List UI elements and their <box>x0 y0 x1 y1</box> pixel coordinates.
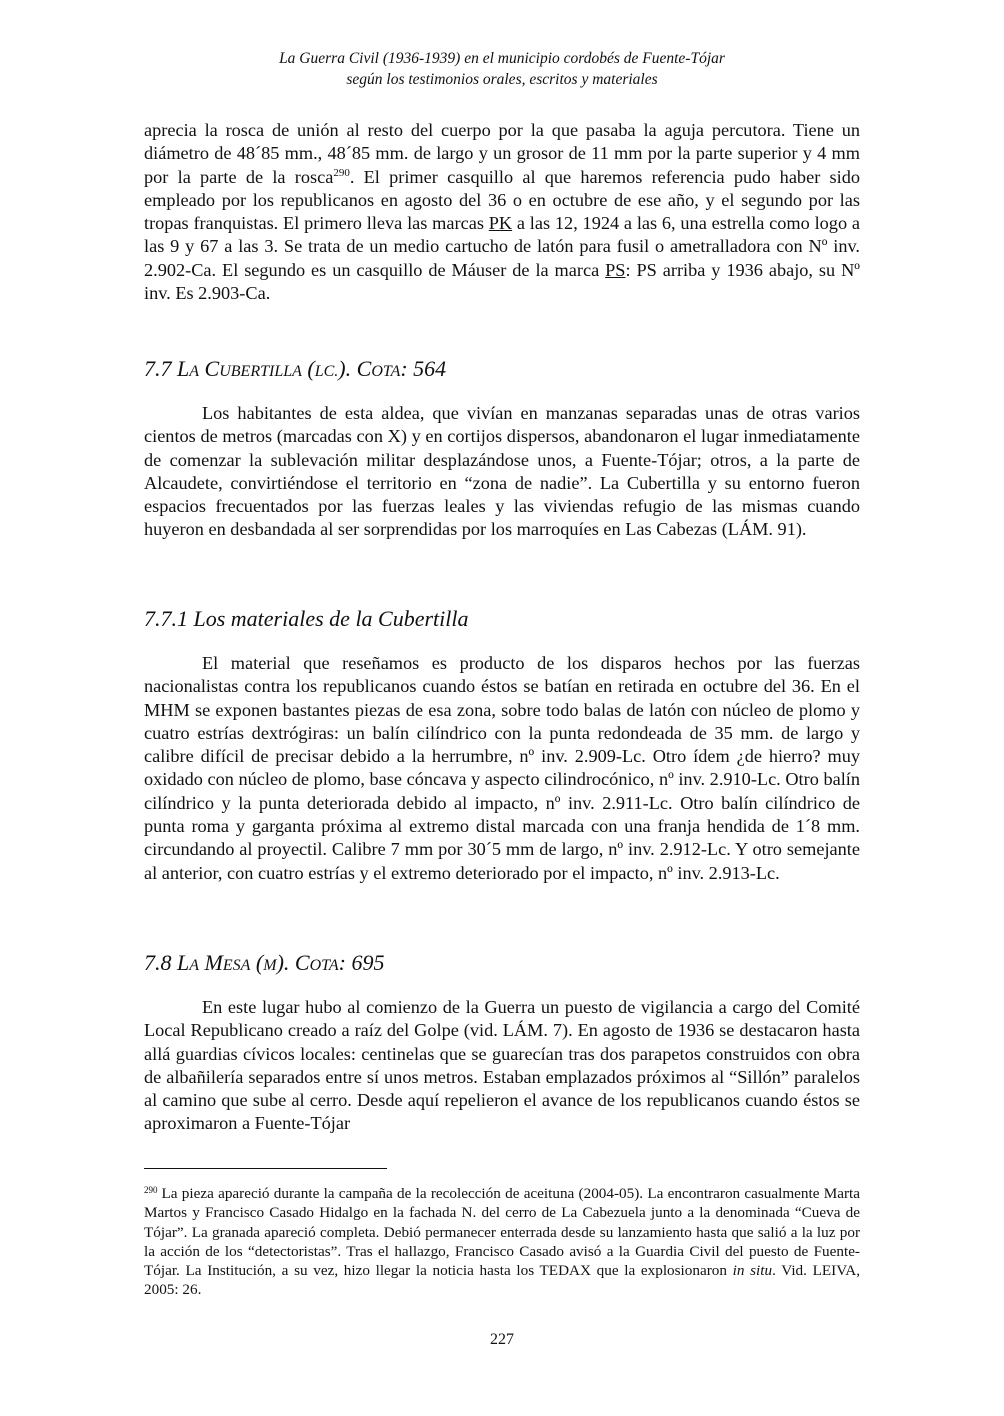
heading-part: UBERTILLA <box>219 363 302 380</box>
footnote-text-1: La pieza apareció durante la campaña de la recolección de aceituna (2004-05). La encontraron casualmente Marta Martos y Francisco Casado Hidalgo en la fachada N. del cerro de La Cabezuela junto a la denominada “Cueva de Tójar”. La granada apareció completa. Debió permanecer enterrada desde su lanzamiento hasta que salió a la luz por la acción de los “detectoristas”. Tras el hallazgo, Francisco Casado avisó a la Guardia Civil del puesto de Fuente-Tójar. La Institución, a su vez, hizo llegar la noticia hasta los TEDAX que la explosionaron <box>144 1185 860 1280</box>
heading-part: L <box>177 950 190 975</box>
footnote-text-2: . Vid. LEIVA, 2005: 26. <box>144 1262 860 1299</box>
mark-pk: PK <box>488 213 513 234</box>
section-7-8-body: En este lugar hubo al comienzo de la Guerra un puesto de vigilancia a cargo del Comité Local Republicano creado a raíz del Golpe (vid. LÁM. 7). En agosto de 1936 se destacaron hasta allá guardias cívicos locales: centinelas que se guarecían tras dos parapetos construidos con obra de albañilería separados entre sí unos metros. Estaban emplazados próximos al “Sillón” paralelos al camino que sube al cerro. Desde aquí repelieron el avance de los republicanos cuando éstos se aproximaron a Fuente-Tójar <box>144 997 860 1134</box>
intro-paragraph <box>144 119 860 305</box>
mark-ps: PS <box>605 259 626 280</box>
section-heading-7-7-1: 7.7.1 Los materiales de la Cubertilla <box>144 606 469 631</box>
section-7-7-1-body: El material que reseñamos es producto de los disparos hechos por las fuerzas nacionalistas contra los republicanos cuando éstos se batían en retirada en octubre del 36. En el MHM se exponen bastantes piezas de esa zona, sobre todo balas de latón con núcleo de plomo y cuatro estrías dextrógiras: un balín cilíndrico con la punta redondeada de 35 mm. de largo y calibre difícil de precisar debido a la herrumbre, nº inv. 2.909-Lc. Otro ídem ¿de hierro? muy oxidado con núcleo de plomo, base cóncava y aspecto cilindrocónico, nº inv. 2.910-Lc. Otro balín cilíndrico y la punta deteriorada debido al impacto, nº inv. 2.911-Lc. Otro balín cilíndrico de punta roma y garganta próxima al extremo distal marcada con una franja hendida de 1´8 mm. circundando al proyectil. Calibre 7 mm por 30´5 mm de largo, nº inv. 2.912-Lc. Y otro semejante al anterior, con cuatro estrías y el extremo deteriorado por el impacto, nº inv. 2.913-Lc. <box>144 653 860 883</box>
heading-part: C <box>294 950 310 975</box>
footnote-separator <box>144 1168 387 1169</box>
heading-part: M <box>263 957 277 974</box>
header-line-2: según los testimonios orales, escritos y materiales <box>346 71 658 88</box>
heading-cota: : 564 <box>400 356 447 381</box>
heading-part: OTA <box>309 957 339 974</box>
heading-part: M <box>204 950 223 975</box>
footnote-number: 290 <box>144 1185 158 1195</box>
heading-part: A <box>189 363 200 380</box>
heading-part: L <box>177 356 190 381</box>
heading-number: 7.8 <box>144 950 177 975</box>
heading-part: C <box>204 356 220 381</box>
intro-text-2: . El primer casquillo al que haremos referencia pudo haber sido empleado por los republicanos en agosto del 36 o en octubre de ese año, y el segundo por las tropas franquistas. El primero lleva las marcas <box>144 166 860 234</box>
footnote-italic: in situ <box>732 1262 773 1280</box>
intro-text-4: : PS arriba y 1936 abajo, su Nº inv. Es 2.903-Ca. <box>144 259 860 304</box>
heading-part: C <box>356 356 372 381</box>
intro-text-1: aprecia la rosca de unión al resto del cuerpo por la que pasaba la aguja percutora. Tiene un diámetro de 48´85 mm., 48´85 mm. de largo y un grosor de 11 mm por la parte superior y 4 mm por la parte de la rosca <box>144 120 860 187</box>
section-heading-7-8: 7.8 LA MESA (M). COTA: 695 <box>144 950 385 975</box>
intro-text-3: a las 12, 1924 a las 6, una estrella como logo a las 9 y 67 a las 3. Se trata de un medio cartucho de latón para fusil o ametralladora con Nº inv. 2.902-Ca. El segundo es un casquillo de Máuser de la marca <box>144 213 860 280</box>
heading-number: 7.7 <box>144 356 177 381</box>
heading-cota: : 695 <box>338 950 385 975</box>
heading-part: ESA <box>222 957 251 974</box>
heading-part: LC. <box>314 363 339 380</box>
heading-part: OTA <box>371 363 401 380</box>
footnote-290 <box>144 1181 860 1300</box>
heading-part: A <box>189 957 200 974</box>
running-header <box>144 48 860 90</box>
footnote-reference[interactable]: 290 <box>333 166 350 179</box>
page-number: 227 <box>490 1331 514 1348</box>
section-7-7-body: Los habitantes de esta aldea, que vivían en manzanas separadas unas de otras varios cientos de metros (marcadas con X) y en cortijos dispersos, abandonaron el lugar inmediatamente de comenzar la sublevación militar desplazándose unos, a Fuente-Tójar; otros, a la parte de Alcaudete, convirtiéndose el territorio en “zona de nadie”. La Cubertilla y su entorno fueron espacios frecuentados por las fuerzas leales y las viviendas refugio de las mismas cuando huyeron en desbandada al ser sorprendidas por los marroquíes en Las Cabezas (LÁM. 91). <box>144 403 860 540</box>
section-heading-7-7: 7.7 LA CUBERTILLA (LC.). COTA: 564 <box>144 356 447 381</box>
header-line-1: La Guerra Civil (1936-1939) en el municipio cordobés de Fuente-Tójar <box>279 50 725 67</box>
